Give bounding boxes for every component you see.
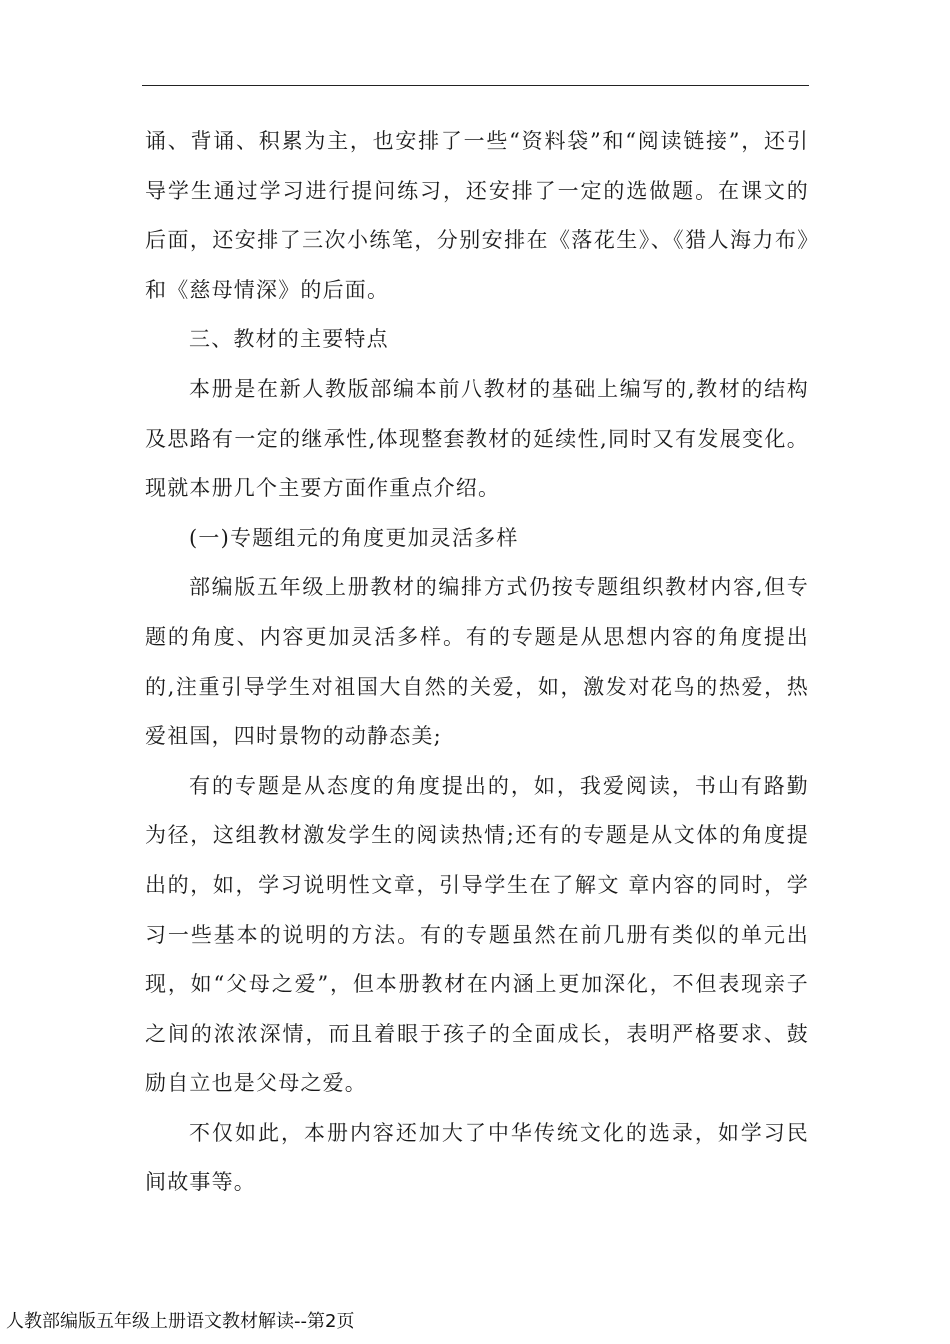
paragraph: 有的专题是从态度的角度提出的，如，我爱阅读，书山有路勤为径，这组教材激发学生的阅读热情;还有的专题是从文体的角度提出的，如，学习说明性文章，引导学生在了解文 章内容的同时，学习一些基本的说明的方法。有的专题虽然在前几册有类似的单元出现，如“父母之爱”，但本册教材在内涵上更加深化，不但表现亲子之间的浓浓深情，而且着眼于孩子的全面成长，表明严格要求、鼓励自立也是父母之爱。 bbox=[145, 773, 809, 1096]
section-heading: 三、教材的主要特点 bbox=[189, 327, 389, 352]
subsection-heading: (一)专题组元的角度更加灵活多样 bbox=[189, 525, 519, 550]
header-rule bbox=[142, 85, 809, 86]
document-body bbox=[145, 117, 809, 1208]
paragraph: 本册是在新人教版部编本前八教材的基础上编写的,教材的结构及思路有一定的继承性,体现整套教材的延续性,同时又有发展变化。现就本册几个主要方面作重点介绍。 bbox=[145, 376, 809, 501]
paragraph: 不仅如此，本册内容还加大了中华传统文化的选录，如学习民间故事等。 bbox=[145, 1120, 809, 1195]
paragraph: 部编版五年级上册教材的编排方式仍按专题组织教材内容,但专题的角度、内容更加灵活多样。有的专题是从思想内容的角度提出的,注重引导学生对祖国大自然的关爱，如，激发对花鸟的热爱，热爱祖国，四时景物的动静态美; bbox=[145, 575, 809, 749]
paragraph: 诵、背诵、积累为主，也安排了一些“资料袋”和“阅读链接”，还引导学生通过学习进行提问练习，还安排了一定的选做题。在课文的后面，还安排了三次小练笔，分别安排在《落花生》、《猎人海力布》和《慈母情深》的后面。 bbox=[145, 129, 809, 302]
page-footer: 人教部编版五年级上册语文教材解读--第2页 bbox=[6, 1311, 355, 1332]
